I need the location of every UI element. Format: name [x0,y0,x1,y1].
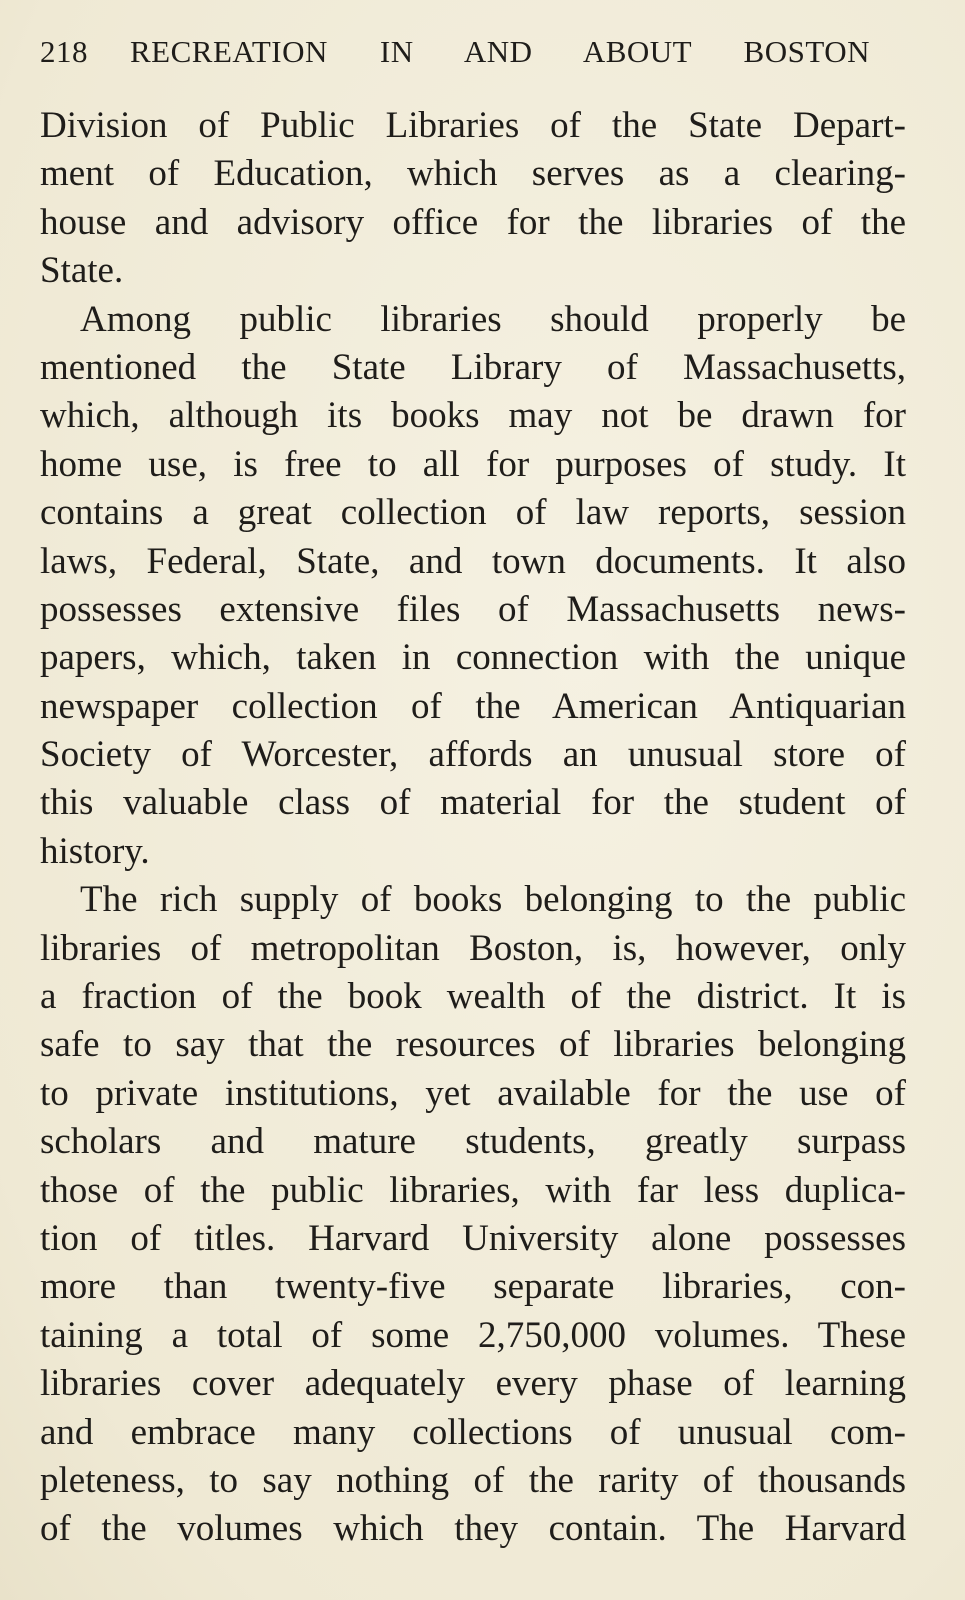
text-line: mentioned the State Library of Massachusetts, [40,346,906,388]
text-line: papers, which, taken in connection with the unique [40,637,906,679]
text-line: home use, is free to all for purposes of study. It [40,443,906,485]
text-line: ment of Education, which serves as a clearing- [40,153,906,195]
text-line: house and advisory office for the libraries of the [40,201,906,243]
text-line: Division of Public Libraries of the State Depart- [40,105,906,146]
page-number: 218 [40,34,88,69]
text-line: those of the public libraries, with far less duplica- [40,1169,906,1211]
text-line: The rich supply of books belonging to the public [80,879,906,921]
text-line: laws, Federal, State, and town documents. It also [40,540,906,582]
body-text [40,102,906,1554]
text-line: newspaper collection of the American Antiquarian [40,685,906,727]
text-line: scholars and mature students, greatly surpass [40,1121,906,1163]
text-line: pleteness, to say nothing of the rarity of thousands [40,1459,906,1501]
text-line: contains a great collection of law reports, session [40,492,906,534]
text-line: safe to say that the resources of libraries belonging [40,1024,906,1066]
text-line: possesses extensive files of Massachusetts news- [40,588,906,630]
text-line: libraries cover adequately every phase of learning [40,1363,906,1405]
text-line: libraries of metropolitan Boston, is, however, only [40,927,906,969]
running-title: RECREATION IN AND ABOUT BOSTON [130,34,870,69]
text-line: and embrace many collections of unusual com- [40,1411,906,1453]
text-line: Among public libraries should properly be [80,298,906,340]
text-line: more than twenty-five separate libraries, con- [40,1266,906,1308]
text-line: of the volumes which they contain. The Harvard [40,1508,906,1550]
text-line: history. [40,830,150,872]
text-line: taining a total of some 2,750,000 volumes. These [40,1314,906,1356]
text-line: to private institutions, yet available for the use of [40,1072,906,1114]
text-line: Society of Worcester, affords an unusual store of [40,734,906,776]
running-header [40,34,870,70]
text-line: a fraction of the book wealth of the district. It is [40,976,906,1018]
text-line: tion of titles. Harvard University alone possesses [40,1217,906,1259]
text-line: which, although its books may not be drawn for [40,395,906,437]
text-line: State. [40,250,124,292]
text-line: this valuable class of material for the student of [40,782,906,824]
